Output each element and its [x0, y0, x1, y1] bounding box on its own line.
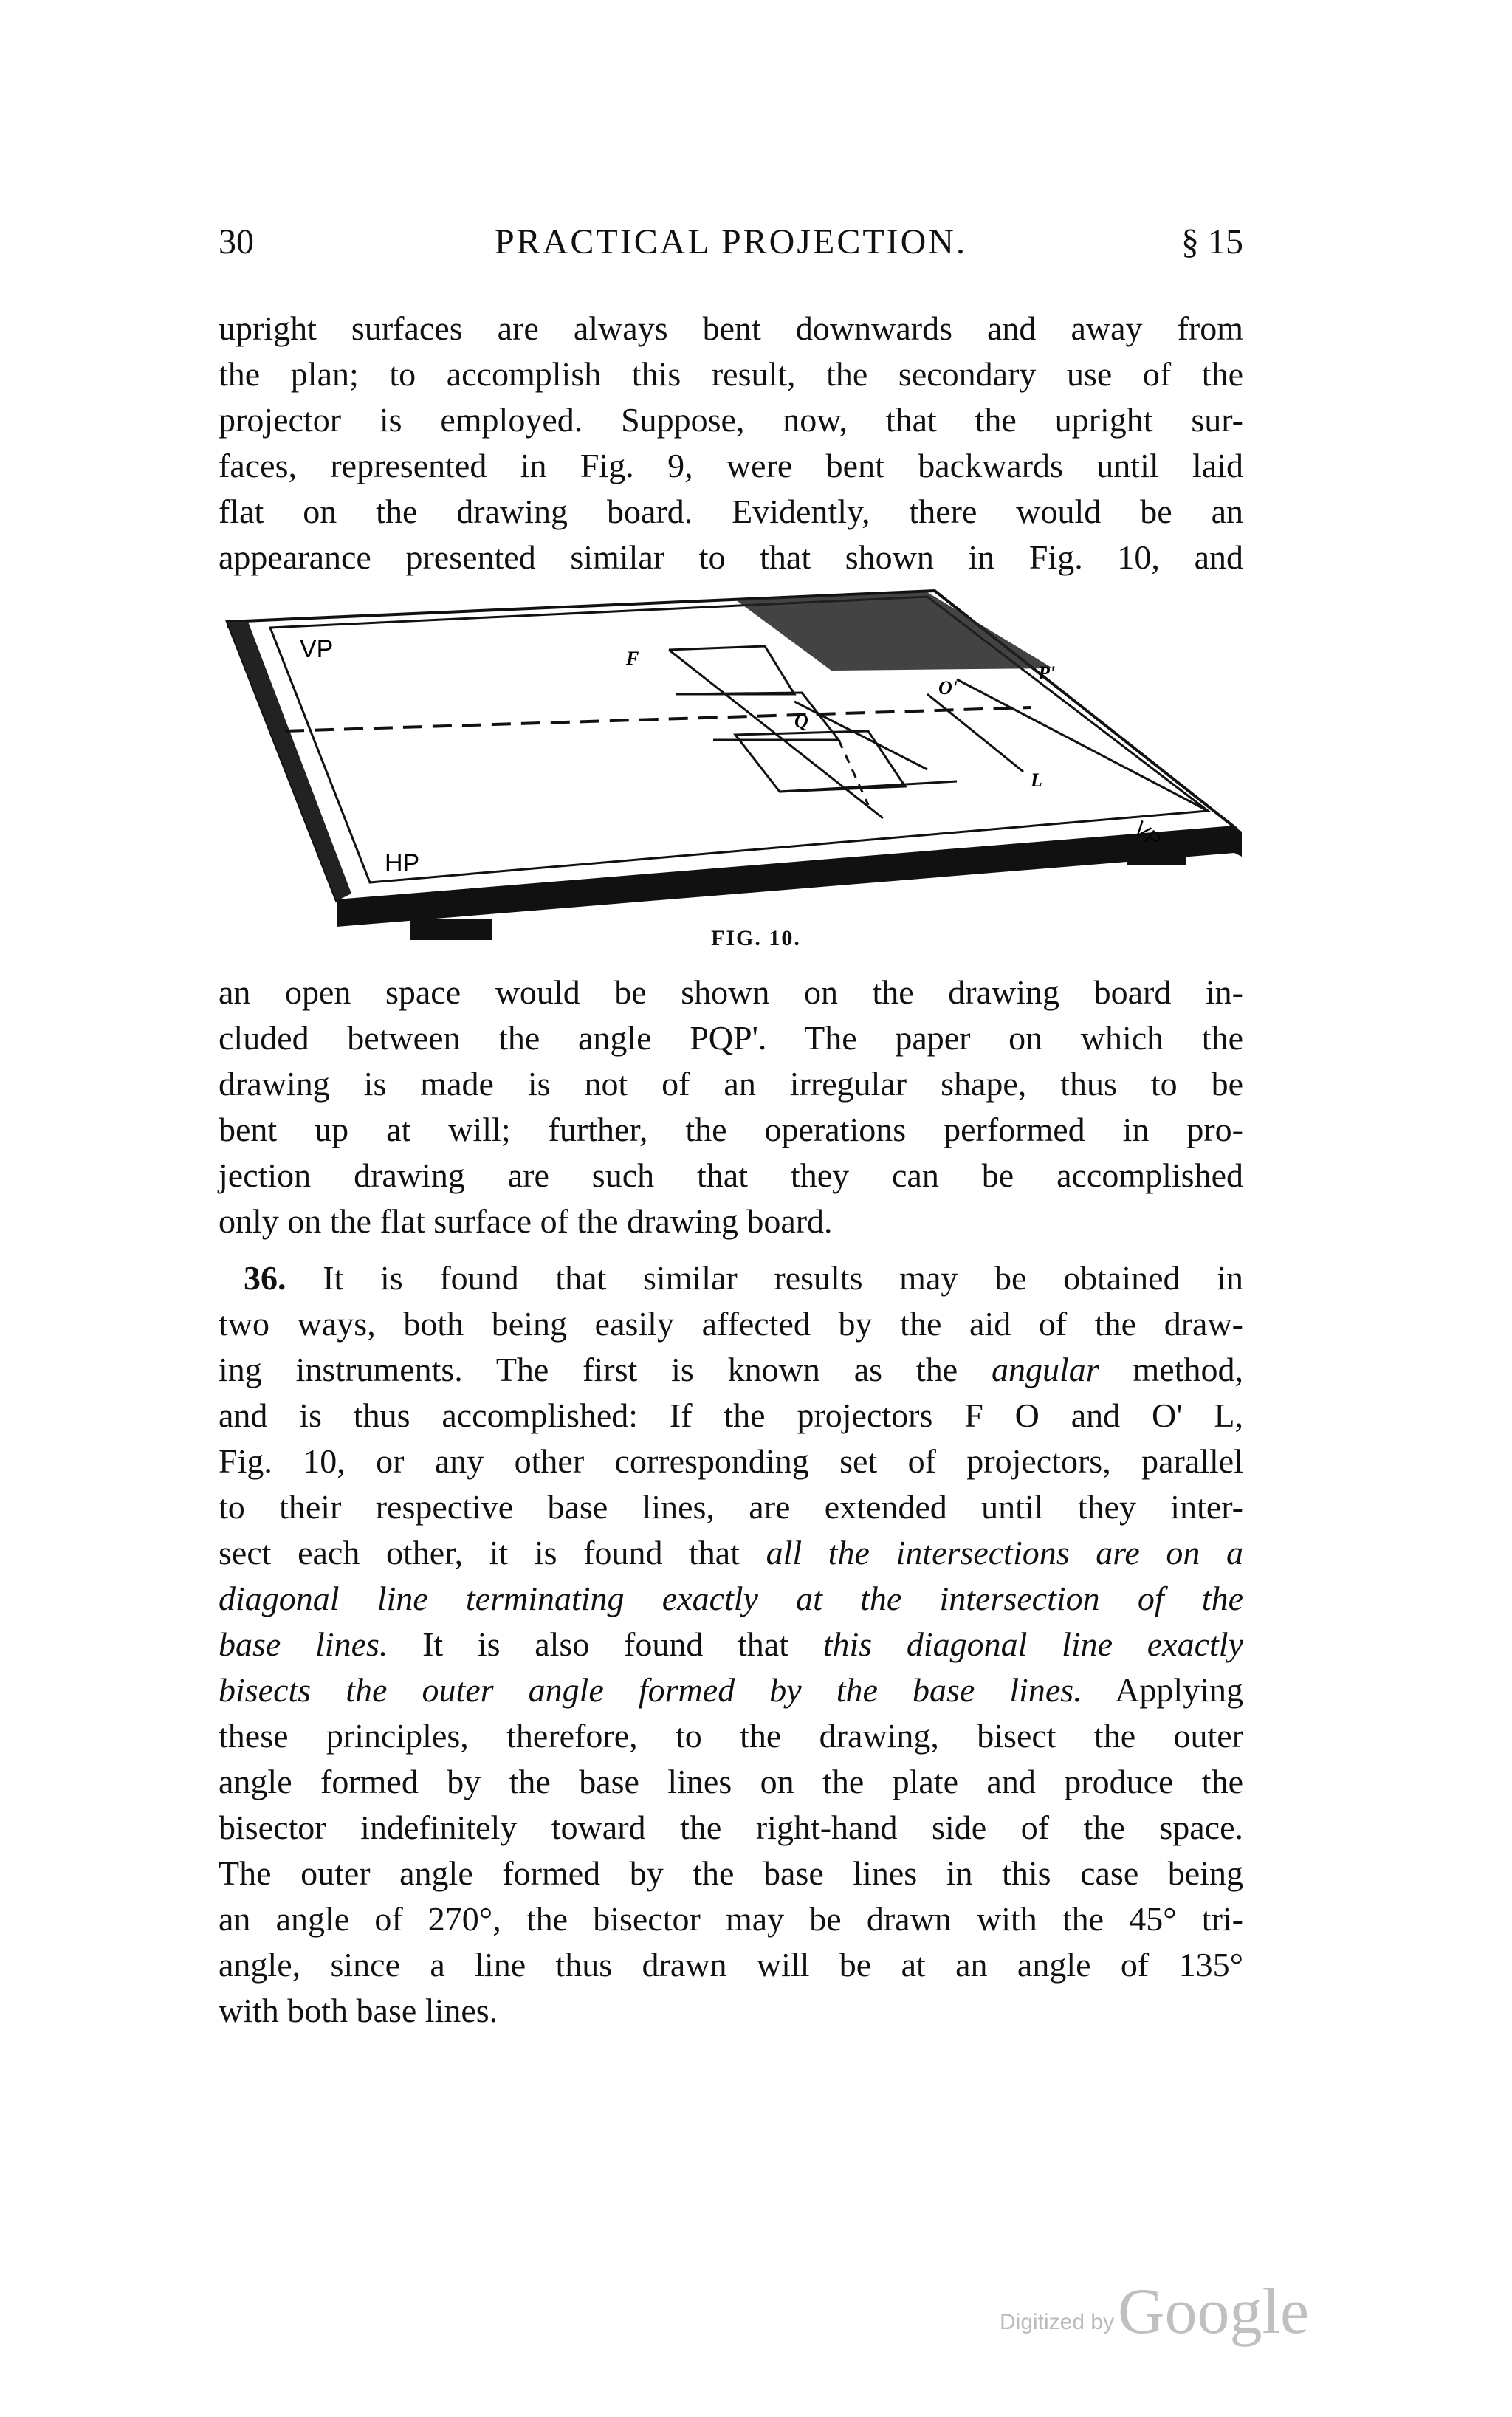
text-line: two ways, both being easily affected by the aid of the draw-	[219, 1305, 1243, 1343]
text-line: bisector indefinitely toward the right-hand side of the space.	[219, 1809, 1243, 1846]
text-line: flat on the drawing board. Evidently, there would be an	[219, 493, 1243, 530]
paragraph-1	[219, 306, 1243, 580]
text-line: bent up at will; further, the operations performed in pro-	[219, 1111, 1243, 1148]
figure-caption: FIG. 10.	[711, 926, 801, 950]
emphasis-text: all the intersections are on a	[766, 1534, 1243, 1571]
running-header	[219, 222, 1243, 273]
google-logo: Google	[1118, 2276, 1310, 2348]
label-q: Q	[794, 710, 808, 732]
digitized-by-google-watermark	[1000, 2274, 1310, 2348]
text-line: and is thus accomplished: If the projectors F O and O' L,	[219, 1396, 1243, 1434]
label-p-prime: P'	[1038, 662, 1056, 684]
text-span: ing instruments. The first is known as the	[219, 1351, 992, 1388]
running-title: PRACTICAL PROJECTION.	[495, 222, 967, 261]
section-number: § 15	[1181, 222, 1243, 261]
text-span: It is found that similar results may be obtained in	[323, 1259, 1243, 1297]
text-line: Fig. 10, or any other corresponding set of projectors, parallel	[219, 1442, 1243, 1480]
board-foot-right	[1127, 843, 1186, 865]
text-line: an open space would be shown on the drawing board in-	[219, 973, 1243, 1011]
text-line: only on the flat surface of the drawing board.	[219, 1202, 833, 1240]
label-hp: HP	[385, 849, 420, 877]
text-line	[219, 1347, 1243, 1393]
text-line: angle formed by the base lines on the plate and produce the	[219, 1763, 1243, 1800]
board-corner-edge	[1234, 827, 1242, 857]
text-line: cluded between the angle PQP'. The paper on which the	[219, 1019, 1243, 1057]
emphasis-text: bisects the outer angle formed by the base lines.	[219, 1671, 1082, 1709]
paragraph-2	[219, 970, 1243, 1244]
text-span: It is also found that	[388, 1625, 823, 1663]
label-o: O	[744, 625, 758, 647]
text-span: method,	[1099, 1351, 1244, 1388]
text-span: sect each other, it is found that	[219, 1534, 766, 1571]
label-vp-side: VP	[1130, 816, 1166, 852]
text-line: an angle of 270°, the bisector may be drawn with the 45° tri-	[219, 1900, 1243, 1938]
watermark-digitized-text: Digitized by	[1000, 2310, 1115, 2334]
text-line: upright surfaces are always bent downwards and away from	[219, 309, 1243, 347]
text-line: projector is employed. Suppose, now, that the upright sur-	[219, 401, 1243, 439]
text-line: faces, represented in Fig. 9, were bent backwards until laid	[219, 447, 1243, 484]
emphasis-text: diagonal line terminating exactly at the intersection of the	[219, 1580, 1243, 1617]
emphasis-angular: angular	[991, 1351, 1099, 1388]
label-o-prime: O'	[938, 677, 958, 699]
drawing-board-illustration	[219, 583, 1252, 945]
section-36-number: 36.	[244, 1259, 286, 1297]
label-vp: VP	[300, 635, 334, 663]
text-line	[219, 1530, 1243, 1576]
text-line	[219, 1667, 1243, 1713]
text-line	[219, 1622, 1243, 1667]
text-line: drawing is made is not of an irregular shape, thus to be	[219, 1065, 1243, 1103]
text-line: with both base lines.	[219, 1992, 498, 2029]
text-line: angle, since a line thus drawn will be at an angle of 135°	[219, 1946, 1243, 1984]
text-span: Applying	[1082, 1671, 1243, 1709]
text-line: to their respective base lines, are extended until they inter-	[219, 1488, 1243, 1526]
label-p: P	[728, 603, 740, 625]
emphasis-text: this diagonal line exactly	[822, 1625, 1243, 1663]
page-number: 30	[219, 222, 254, 261]
text-line: the plan; to accomplish this result, the secondary use of the	[219, 355, 1243, 393]
label-f: F	[626, 648, 639, 669]
text-line: appearance presented similar to that shown in Fig. 10, and	[219, 538, 1243, 576]
paragraph-36	[219, 1255, 1243, 2034]
emphasis-text: base lines.	[219, 1625, 388, 1663]
figure-10-drawing-board	[219, 583, 1252, 945]
text-line: these principles, therefore, to the drawing, bisect the outer	[219, 1717, 1243, 1755]
text-line: The outer angle formed by the base lines in this case being	[219, 1854, 1243, 1892]
text-line	[219, 1576, 1243, 1622]
text-line: jection drawing are such that they can be accomplished	[219, 1156, 1243, 1194]
text-line	[219, 1255, 1243, 1301]
label-l: L	[1031, 769, 1042, 791]
